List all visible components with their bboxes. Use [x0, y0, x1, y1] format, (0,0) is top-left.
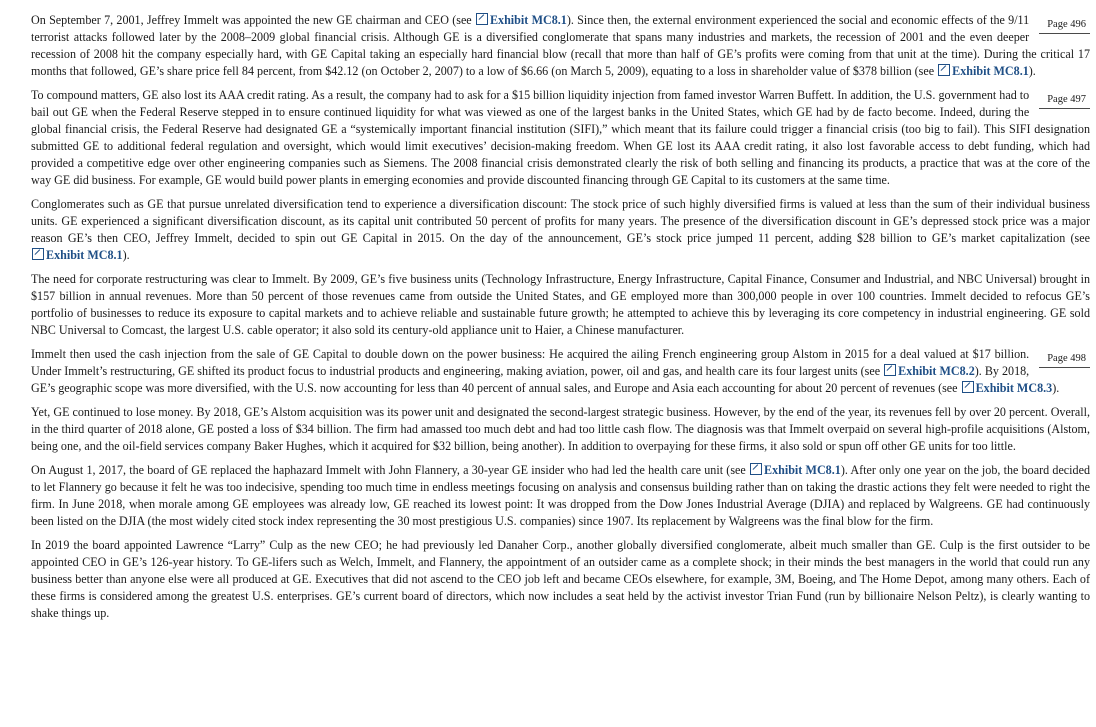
external-link-icon — [938, 64, 950, 76]
paragraph-text: On September 7, 2001, Jeffrey Immelt was appointed the new GE chairman and CEO (see — [31, 13, 475, 27]
external-link-icon — [32, 248, 44, 260]
exhibit-mc8-2-link[interactable] — [883, 364, 975, 378]
exhibit-link-label: Exhibit MC8.3 — [975, 381, 1053, 395]
paragraph-text: ). — [1052, 381, 1060, 395]
page-marker-497: Page 497 — [1039, 88, 1090, 109]
paragraph-immelt-appointment — [31, 12, 1090, 80]
paragraph-credit-rating — [31, 87, 1090, 189]
paragraph-alstom-acquisition — [31, 346, 1090, 397]
paragraph-text: Immelt then used the cash injection from the sale of GE Capital to double down on the power business: He acquired the ailing French engineering group Alstom in 2015 for a deal valued at $17 billion. Under Immelt’s restructuring, GE shifted its product focus to industrial products and engineering, making aviation, power, oil and gas, and health care its four largest units (see — [31, 347, 1030, 378]
external-link-icon — [750, 463, 762, 475]
paragraph-text: Conglomerates such as GE that pursue unrelated diversification tend to experience a diversification discount: The stock price of such highly diversified firms is valued at less than the sum of their individual business units. GE experienced a significant diversification discount, as its capital unit contributed 50 percent of profits for many years. The presence of the diversification discount in GE’s depressed stock price was a major reason GE’s then CEO, Jeffrey Immelt, decided to spin out GE Capital in 2015. On the day of the announcement, GE’s stock price jumped 11 percent, adding $28 billion to GE’s market capitalization (see — [31, 197, 1090, 245]
exhibit-mc8-1-link[interactable] — [937, 64, 1029, 78]
paragraph-flannery — [31, 462, 1090, 530]
paragraph-text: ). — [1028, 64, 1036, 78]
paragraph-losses — [31, 404, 1090, 455]
paragraph-text: The need for corporate restructuring was clear to Immelt. By 2009, GE’s five business units (Technology Infrastructure, Energy Infrastructure, Capital Finance, Consumer and Industrial, and NBC Universal) brought in $157 billion in annual revenues. More than 50 percent of those revenues came from outside the United States, and GE employed more than 300,000 people in over 100 countries. Immelt decided to refocus GE’s portfolio of businesses to reduce its exposure to capital markets and to achieve reliable and sustainable future growth; he attempted to achieve this by leveraging its core competency in industrial engineering. GE sold NBC Universal to Comcast, the largest U.S. cable operator; it also sold its century-old appliance unit to Haier, a Chinese manufacturer. — [31, 272, 1090, 337]
page-marker-498: Page 498 — [1039, 347, 1090, 368]
paragraph-diversification-discount — [31, 196, 1090, 264]
paragraph-restructuring — [31, 271, 1090, 339]
external-link-icon — [884, 364, 896, 376]
exhibit-link-label: Exhibit MC8.1 — [952, 64, 1029, 78]
paragraph-text: On August 1, 2017, the board of GE replaced the haphazard Immelt with John Flannery, a 30-year GE insider who had led the health care unit (see — [31, 463, 749, 477]
paragraph-text: ). After only one year on the job, the board decided to let Flannery go because it felt he was too indecisive, spending too much time in endless meetings focusing on analysis and consensus building rather than on taking the drastic actions they felt were needed to right the firm. In June 2018, when morale among GE employees was already low, GE reached its lowest point: It was dropped from the Dow Jones Industrial Average (DJIA) and replaced by Walgreens. GE had continuously been listed on the DJIA (the most widely cited stock index representing the 30 most prestigious U.S. companies) since 1907. Its replacement by Walgreens was the final blow for the firm. — [31, 463, 1091, 528]
paragraph-text: ). — [122, 248, 130, 262]
external-link-icon — [962, 381, 974, 393]
page-marker-496: Page 496 — [1039, 13, 1090, 34]
paragraph-text: To compound matters, GE also lost its AAA credit rating. As a result, the company had to ask for a $15 billion liquidity injection from famed investor Warren Buffett. In addition, the U.S. government had to bail out GE when the Federal Reserve stepped in to ensure continued liquidity for what was viewed as one of the largest banks in the United States, which GE had by de facto become. Indeed, during the global financial crisis, the Federal Reserve had designated GE a “systemically important financial institution (SIFI),” which meant that its failure could trigger a financial crisis (too big to fail). This SIFI designation submitted GE to additional federal regulation and oversight, which would limit executives’ decision-making freedom. When GE lost its AAA credit rating, it also lost favorable access to debt funding, which had provided a competitive edge over other engineering companies such as Siemens. The 2008 financial crisis demonstrated clearly the risk of both selling and financing its products, a practice that was at the core of the way GE did business. For example, GE would build power plants in emerging economies and provide discounted financing through GE Capital to its customers at the same time. — [31, 88, 1090, 187]
paragraph-text: In 2019 the board appointed Lawrence “Larry” Culp as the new CEO; he had previously led Danaher Corp., another globally diversified conglomerate, albeit much smaller than GE. Culp is the first outsider to be appointed CEO in GE’s 126-year history. To GE-lifers such as Welch, Immelt, and Flannery, the appointment of an outsider came as a complete shock; in their minds the best managers in the world that could run any business better than anyone else were all produced at GE. Executives that did not ascend to the CEO job left and became CEOs elsewhere, for example, 3M, Boeing, and The Home Depot, among many others. Each of these firms is considered among the greatest U.S. enterprises. GE’s current board of directors, which now includes a seat held by the activist investor Trian Fund (run by billionaire Nelson Peltz), is clearly wanting to shake things up. — [31, 538, 1090, 620]
exhibit-mc8-3-link[interactable] — [961, 381, 1053, 395]
exhibit-mc8-1-link[interactable] — [31, 248, 123, 262]
exhibit-link-label: Exhibit MC8.2 — [898, 364, 975, 378]
exhibit-link-label: Exhibit MC8.1 — [46, 248, 123, 262]
exhibit-mc8-1-link[interactable] — [475, 13, 567, 27]
exhibit-link-label: Exhibit MC8.1 — [489, 13, 567, 27]
paragraph-text: ). Since then, the external environment experienced the social and economic effects of the 9/11 terrorist attacks followed later by the 2008–2009 global financial crisis. Although GE is a diversified conglomerate that spans many industries and markets, the recession of 2001 and the even deeper recession of 2008 hit the company especially hard, with GE Capital taking an especially hard financial blow (recall that more than half of GE’s profits were coming from that unit at the time). During the critical 17 months that followed, GE’s share price fell 84 percent, from $42.12 (on October 2, 2007) to a low of $6.66 (on March 5, 2009), equating to a loss in shareholder value of $378 billion (see — [31, 13, 1090, 78]
paragraph-text: Yet, GE continued to lose money. By 2018, GE’s Alstom acquisition was its power unit and designated the second-largest strategic business. However, by the end of the year, its revenues fell by over 20 percent. Overall, in the third quarter of 2018 alone, GE posted a loss of $34 billion. The firm had amassed too much debt and had too little cash flow. The diagnosis was that Immelt overpaid on several high-profile acquisitions (Alstom, being one, and the oil-field services company Baker Hughes, which it acquired for $32 billion, being another). In addition to overpaying for these firms, it also sold or spun off other GE units for too little. — [31, 405, 1090, 453]
paragraph-culp — [31, 537, 1090, 622]
exhibit-link-label: Exhibit MC8.1 — [764, 463, 841, 477]
exhibit-mc8-1-link[interactable] — [749, 463, 841, 477]
paragraph-text: ). By 2018, GE’s geographic scope was more diversified, with the U.S. now accounting for less than 40 percent of annual sales, and Europe and Asia each accounting for about 20 percent of revenues (see — [31, 364, 1030, 395]
external-link-icon — [476, 13, 488, 25]
